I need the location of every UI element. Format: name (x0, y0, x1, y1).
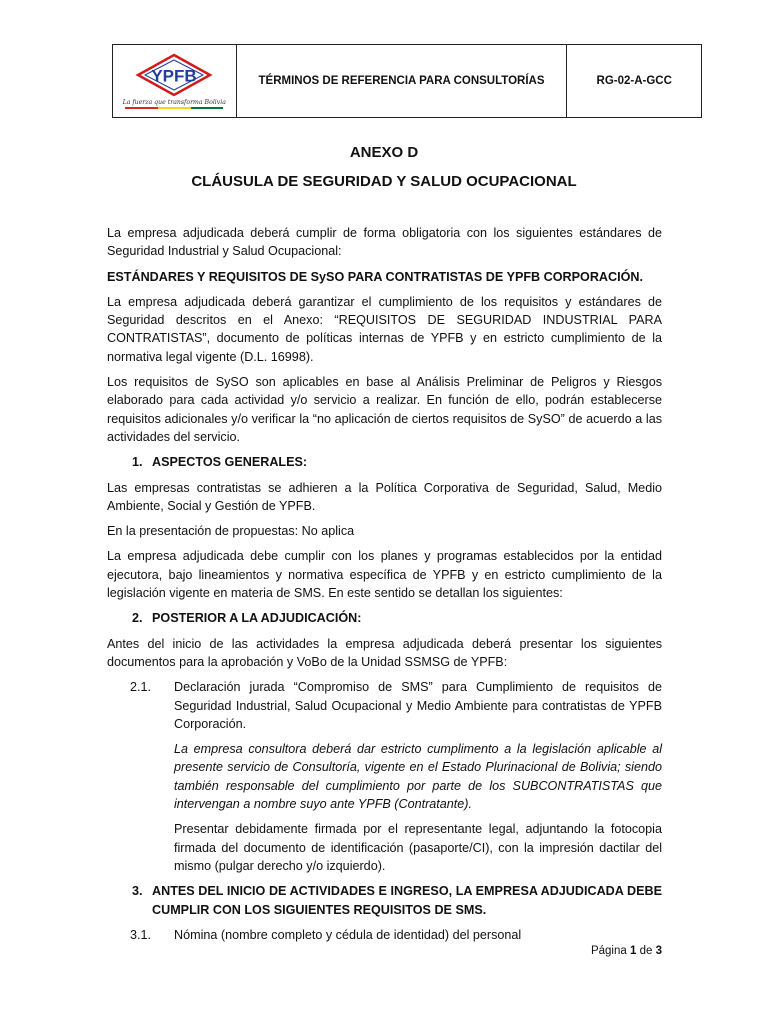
document-body (107, 224, 662, 951)
section-1-paragraph: Las empresas contratistas se adhieren a la Política Corporativa de Seguridad, Salud, Medio Ambiente, Social y Gestión de YPFB. (107, 480, 662, 513)
standards-heading: ESTÁNDARES Y REQUISITOS DE SySO PARA CONTRATISTAS DE YPFB CORPORACIÓN. (107, 269, 644, 284)
document-title: TÉRMINOS DE REFERENCIA PARA CONSULTORÍAS (237, 45, 568, 117)
section-number: 1. (132, 455, 143, 470)
subsection-text: Declaración jurada “Compromiso de SMS” para Cumplimiento de requisitos de Seguridad Industrial, Salud Ocupacional y Medio Ambiente para contratistas de YPFB Corporación. (174, 680, 662, 731)
of-label: de (639, 945, 653, 957)
section-number: 3. (132, 884, 143, 899)
ypfb-logo (124, 53, 224, 105)
subsection-italic-note: La empresa consultora deberá dar estricto cumplimento a la legislación aplicable al presente servicio de Consultoría, vigente en el Estado Plurinacional de Bolivia; siendo también responsable del cumplimiento por parte de los SUBCONTRATISTAS que intervengan a nombre suyo ante YPFB (Contratante). (174, 742, 662, 812)
ypfb-logo-icon (124, 53, 224, 105)
section-number: 2. (132, 611, 143, 626)
subsection-text: Nómina (nombre completo y cédula de identidad) del personal (174, 927, 522, 942)
section-1-heading (107, 453, 662, 471)
section-2-heading (107, 609, 662, 627)
section-1-paragraph: En la presentación de propuestas: No aplica (107, 524, 355, 539)
guarantee-paragraph: La empresa adjudicada deberá garantizar el cumplimiento de los requisitos y estándares de Seguridad descritos en el Anexo: “REQUISITOS DE SEGURIDAD INDUSTRIAL PARA CONTRATISTAS”, documento de políticas internas de YPFB y en estricto cumplimiento de la normativa legal vigente (D.L. 16998). (107, 294, 662, 364)
subsection-number: 2.1. (130, 680, 152, 695)
section-3-heading (132, 882, 662, 919)
svg-text:YPFB: YPFB (151, 66, 197, 86)
subsection-number: 3.1. (130, 927, 152, 942)
section-title: ASPECTOS GENERALES: (152, 455, 308, 470)
intro-paragraph: La empresa adjudicada deberá cumplir de forma obligatoria con los siguientes estándares de Seguridad Industrial y Salud Ocupacional: (107, 226, 662, 259)
clause-heading: CLÁUSULA DE SEGURIDAD Y SALUD OCUPACIONAL (191, 173, 577, 190)
document-code: RG-02-A-GCC (596, 75, 672, 87)
section-title: ANTES DEL INICIO DE ACTIVIDADES E INGRESO, LA EMPRESA ADJUDICADA DEBE CUMPLIR CON LOS SIGUIENTES REQUISITOS DE SMS. (152, 884, 662, 917)
section-2-paragraph: Antes del inicio de las actividades la empresa adjudicada deberá presentar los siguientes documentos para la aprobación y VoBo de la Unidad SSMSG de YPFB: (107, 636, 662, 669)
total-pages: 3 (655, 945, 662, 957)
current-page: 1 (629, 945, 637, 957)
annex-heading: ANEXO D (349, 144, 419, 161)
subsection-2-1 (130, 678, 662, 733)
subsection-3-1 (130, 926, 662, 944)
section-1-paragraph: La empresa adjudicada debe cumplir con los planes y programas establecidos por la entidad ejecutora, bajo lineamientos y normativa específica de YPFB y en estricto cumplimiento de la legislación vigente en materia de SMS. En este sentido se detallan los siguientes: (107, 549, 662, 601)
section-title: POSTERIOR A LA ADJUDICACIÓN: (152, 611, 362, 626)
page-label: Página (590, 945, 627, 957)
subsection-present-note: Presentar debidamente firmada por el representante legal, adjuntando la fotocopia firmada del documento de identificación (pasaporte/CI), con la impresión dactilar del mismo (pulgar derecho y/o izquierdo). (174, 822, 662, 873)
requirements-paragraph: Los requisitos de SySO son aplicables en base al Análisis Preliminar de Peligros y Riesgos elaborado para cada actividad y/o servicio a realizar. En función de ello, podrán establecerse requisitos adicionales y/o verificar la “no aplicación de ciertos requisitos de SySO” de acuerdo a las actividades del servicio. (107, 375, 662, 444)
document-header (112, 44, 702, 118)
logo-tagline: La fuerza que transforma Bolivia (122, 99, 226, 106)
logo-cell (113, 45, 237, 117)
flag-stripe (125, 107, 223, 109)
page-number (591, 945, 662, 957)
